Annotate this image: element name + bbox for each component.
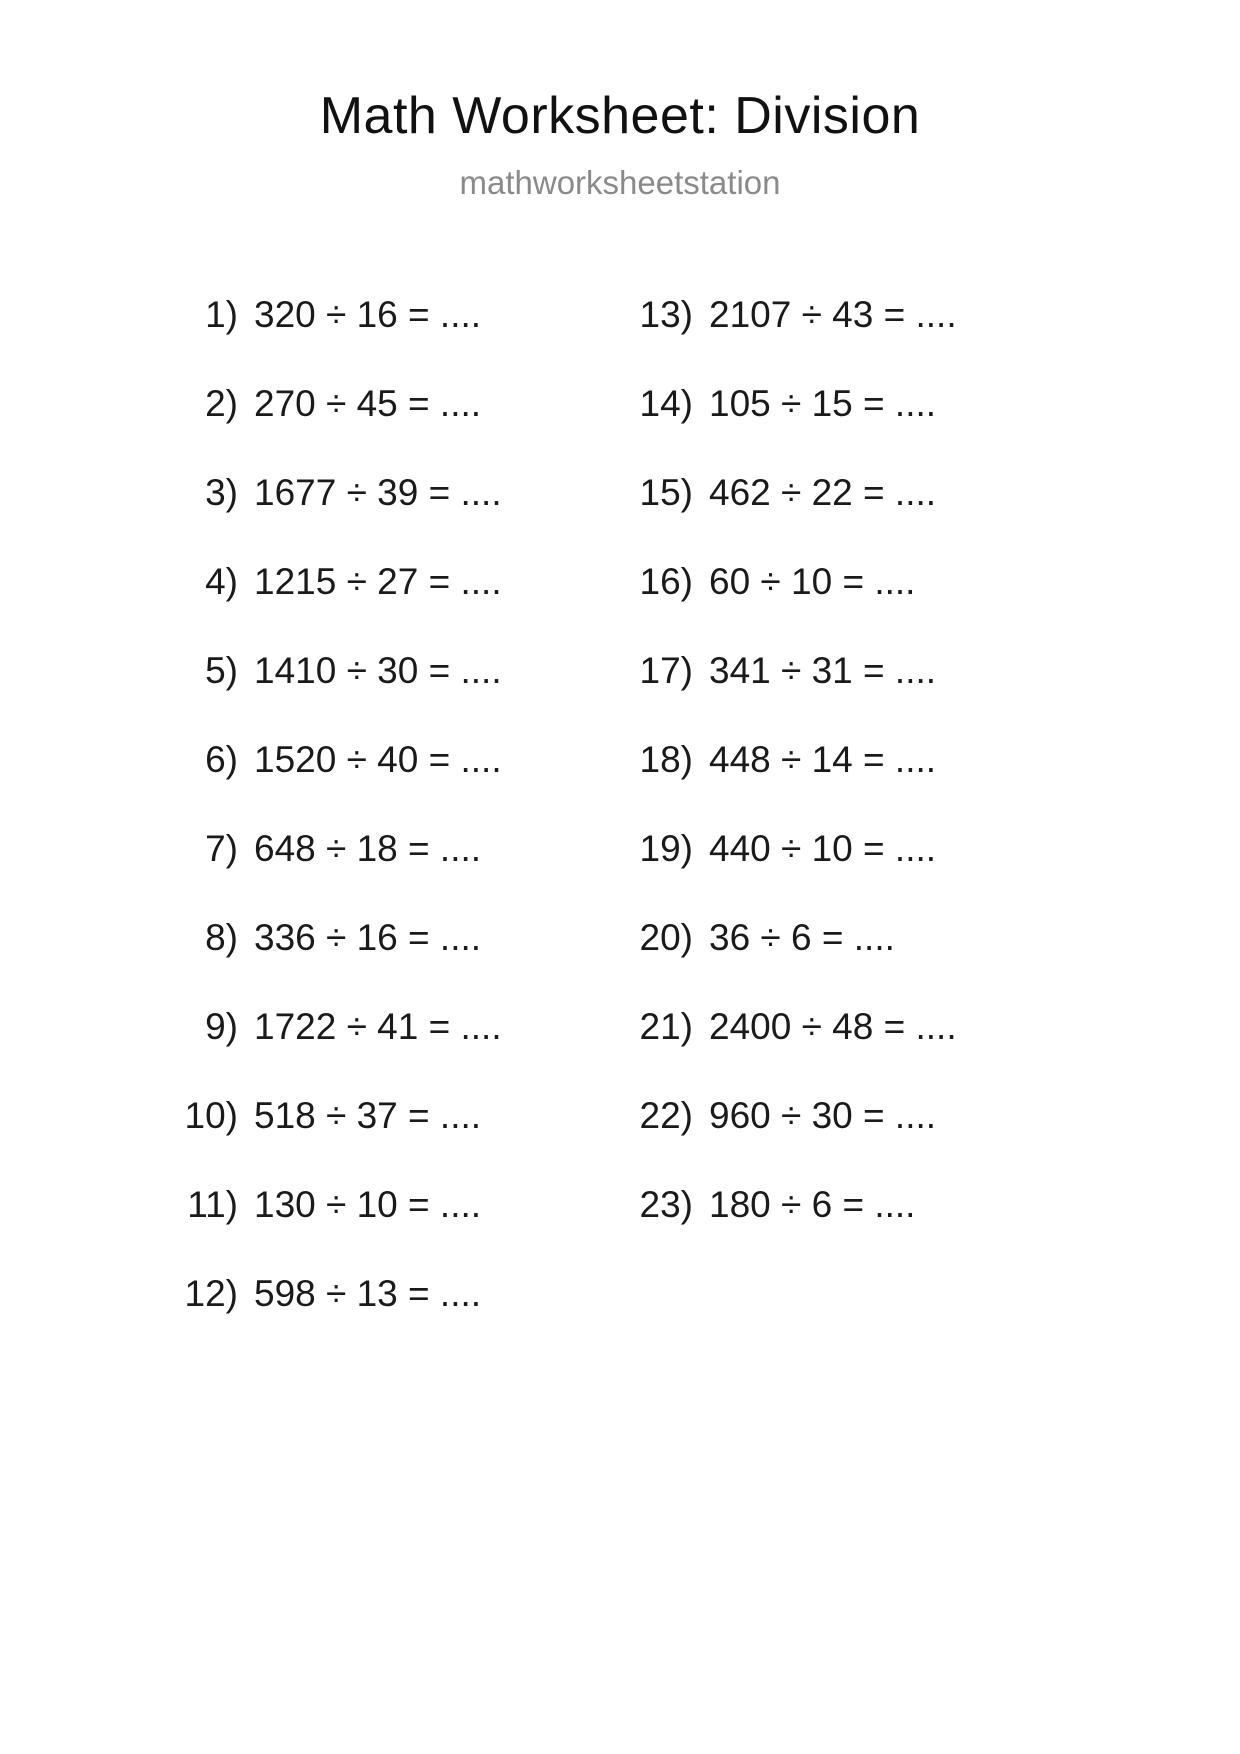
problem-expression: 36 ÷ 6 = ....	[709, 917, 895, 958]
problem-number: 8)	[205, 917, 238, 958]
problem-number: 21)	[639, 1006, 693, 1047]
problem-number: 6)	[205, 739, 238, 780]
problem-expression: 1722 ÷ 41 = ....	[254, 1006, 502, 1047]
problem-expression: 1520 ÷ 40 = ....	[254, 739, 502, 780]
problem-number: 3)	[205, 472, 238, 513]
problem-item	[176, 383, 631, 472]
problem-item	[631, 472, 1051, 561]
problem-number: 16)	[639, 561, 693, 602]
problem-number: 12)	[184, 1273, 238, 1314]
problem-item	[631, 650, 1051, 739]
problem-column-right	[631, 294, 1051, 1362]
problem-expression: 518 ÷ 37 = ....	[254, 1095, 482, 1136]
page-subtitle: mathworksheetstation	[459, 164, 781, 201]
problem-expression: 341 ÷ 31 = ....	[709, 650, 937, 691]
problem-number: 17)	[639, 650, 693, 691]
problem-number: 4)	[205, 561, 238, 602]
problem-expression: 130 ÷ 10 = ....	[254, 1184, 482, 1225]
problem-item	[631, 1095, 1051, 1184]
problem-item	[176, 1273, 631, 1362]
problem-item	[176, 561, 631, 650]
problem-item	[631, 561, 1051, 650]
problem-number: 18)	[639, 739, 693, 780]
problem-item	[176, 650, 631, 739]
problem-expression: 1215 ÷ 27 = ....	[254, 561, 502, 602]
problem-item	[176, 917, 631, 1006]
problem-expression: 1677 ÷ 39 = ....	[254, 472, 502, 513]
problem-expression: 448 ÷ 14 = ....	[709, 739, 937, 780]
page-title: Math Worksheet: Division	[319, 87, 921, 145]
problem-item	[631, 294, 1051, 383]
problem-item	[631, 917, 1051, 1006]
problem-number: 23)	[639, 1184, 693, 1225]
problem-expression: 336 ÷ 16 = ....	[254, 917, 482, 958]
problem-expression: 598 ÷ 13 = ....	[254, 1273, 482, 1314]
problem-expression: 462 ÷ 22 = ....	[709, 472, 937, 513]
problem-number: 15)	[639, 472, 693, 513]
problem-item	[176, 1006, 631, 1095]
problem-item	[176, 1095, 631, 1184]
problem-item	[176, 828, 631, 917]
problem-expression: 960 ÷ 30 = ....	[709, 1095, 937, 1136]
problem-number: 13)	[639, 294, 693, 335]
problem-expression: 2107 ÷ 43 = ....	[709, 294, 957, 335]
problem-expression: 2400 ÷ 48 = ....	[709, 1006, 957, 1047]
problem-expression: 1410 ÷ 30 = ....	[254, 650, 502, 691]
problem-expression: 440 ÷ 10 = ....	[709, 828, 937, 869]
problem-expression: 105 ÷ 15 = ....	[709, 383, 937, 424]
problem-number: 14)	[639, 383, 693, 424]
problem-number: 1)	[205, 294, 238, 335]
problem-number: 22)	[639, 1095, 693, 1136]
problem-item	[176, 739, 631, 828]
problem-expression: 180 ÷ 6 = ....	[709, 1184, 916, 1225]
problem-number: 9)	[205, 1006, 238, 1047]
problem-number: 2)	[205, 383, 238, 424]
problem-item	[631, 739, 1051, 828]
problem-item	[631, 1006, 1051, 1095]
problem-number: 20)	[639, 917, 693, 958]
problem-expression: 60 ÷ 10 = ....	[709, 561, 916, 602]
problem-list	[0, 294, 1240, 1362]
problem-number: 7)	[205, 828, 238, 869]
problem-item	[176, 472, 631, 561]
problem-item	[631, 828, 1051, 917]
problem-expression: 320 ÷ 16 = ....	[254, 294, 482, 335]
problem-expression: 270 ÷ 45 = ....	[254, 383, 482, 424]
problem-number: 5)	[205, 650, 238, 691]
problem-item	[631, 1184, 1051, 1273]
problem-number: 19)	[639, 828, 693, 869]
problem-item	[176, 1184, 631, 1273]
problem-item	[631, 383, 1051, 472]
problem-item	[176, 294, 631, 383]
problem-number: 10)	[184, 1095, 238, 1136]
problem-column-left	[176, 294, 631, 1362]
problem-number: 11)	[187, 1184, 238, 1225]
problem-expression: 648 ÷ 18 = ....	[254, 828, 482, 869]
